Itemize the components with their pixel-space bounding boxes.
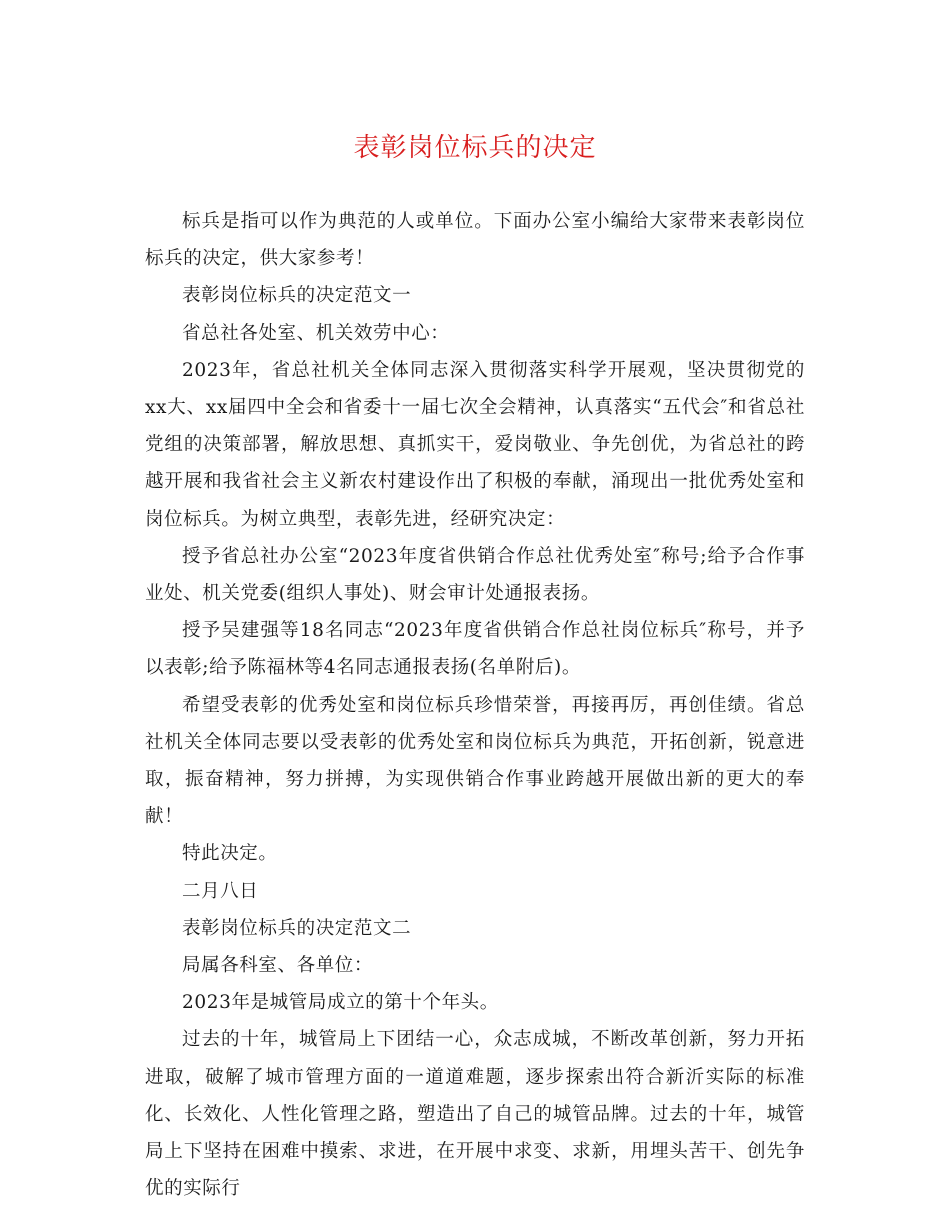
date-line: 二月八日 bbox=[182, 880, 259, 902]
body-paragraph: 2023年，省总社机关全体同志深入贯彻落实科学开展观，坚决贯彻党的xx大、xx届四中全会和省委十一届七次全会精神，认真落实“五代会″和省总社党组的决策部署，解放思想、真抓实干，爱岗敬业、争先创优，为省总社的跨越开展和我省社会主义新农村建设作出了积极的奉献，涌现出一批优秀处室和岗位标兵。为树立典型，表彰先进，经研究决定： bbox=[145, 359, 805, 530]
document-title: 表彰岗位标兵的决定 bbox=[353, 133, 597, 163]
closing-line: 特此决定。 bbox=[182, 843, 278, 865]
section-heading-sample-one: 表彰岗位标兵的决定范文一 bbox=[182, 285, 412, 307]
document-body bbox=[145, 203, 805, 1207]
body-paragraph: 授予吴建强等18名同志“2023年度省供销合作总社岗位标兵″称号，并予以表彰;给予陈福林等4名同志通报表扬(名单附后)。 bbox=[145, 620, 805, 679]
addressee-line: 省总社各处室、机关效劳中心： bbox=[182, 322, 450, 344]
intro-paragraph: 标兵是指可以作为典范的人或单位。下面办公室小编给大家带来表彰岗位标兵的决定，供大家参考！ bbox=[145, 211, 805, 270]
body-paragraph: 过去的十年，城管局上下团结一心，众志成城，不断改革创新，努力开拓进取，破解了城市管理方面的一道道难题，逐步探索出符合新沂实际的标准化、长效化、人性化管理之路，塑造出了自己的城管品牌。过去的十年，城管局上下坚持在困难中摸索、求进，在开展中求变、求新，用埋头苦干、创先争优的实际行 bbox=[145, 1029, 805, 1200]
body-paragraph: 希望受表彰的优秀处室和岗位标兵珍惜荣誉，再接再厉，再创佳绩。省总社机关全体同志要以受表彰的优秀处室和岗位标兵为典范，开拓创新，锐意进取，振奋精神，努力拼搏，为实现供销合作事业跨越开展做出新的更大的奉献！ bbox=[145, 694, 805, 828]
body-paragraph: 2023年是城管局成立的第十个年头。 bbox=[182, 992, 499, 1014]
body-paragraph: 授予省总社办公室“2023年度省供销合作总社优秀处室″称号;给予合作事业处、机关党委(组织人事处)、财会审计处通报表扬。 bbox=[145, 545, 805, 605]
section-heading-sample-two: 表彰岗位标兵的决定范文二 bbox=[182, 917, 412, 939]
addressee-line: 局属各科室、各单位： bbox=[182, 955, 374, 977]
